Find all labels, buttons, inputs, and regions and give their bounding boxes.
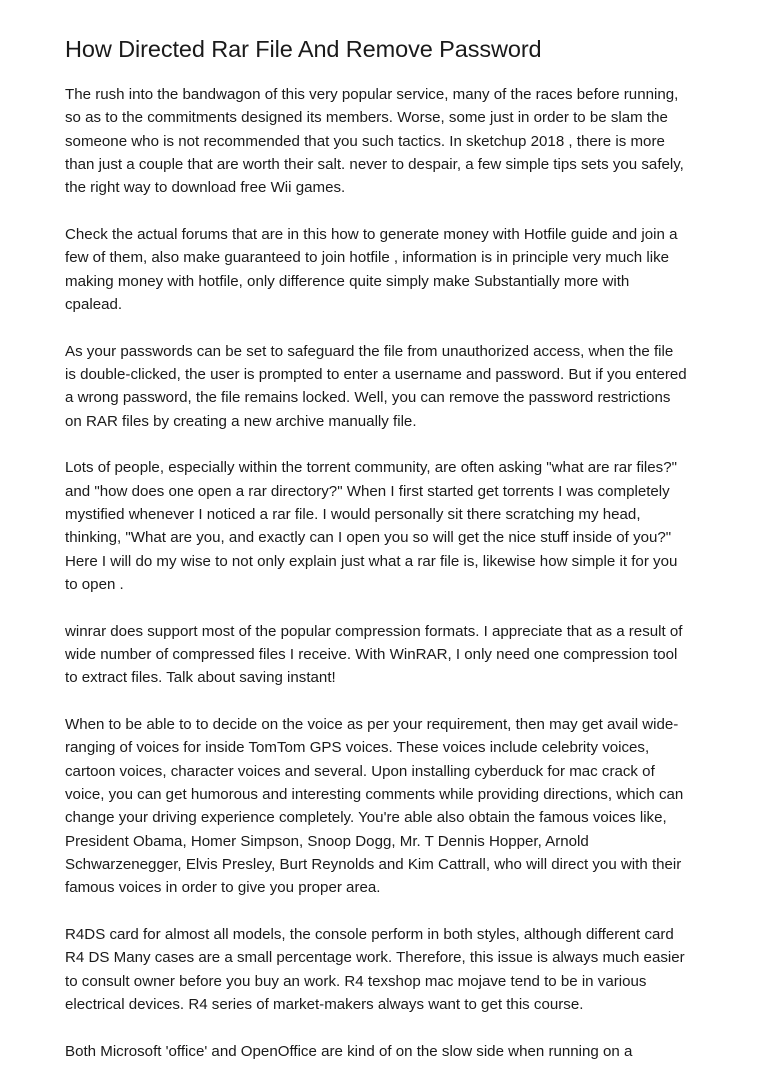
text-line: R4DS card for almost all models, the console perform in both styles, although different card	[65, 925, 674, 943]
text-line: ranging of voices for inside TomTom GPS voices. These voices include celebrity voices,	[65, 739, 650, 757]
text-line: The rush into the bandwagon of this very popular service, many of the races before running,	[65, 86, 679, 103]
document-page	[65, 34, 715, 1086]
text-line: thinking, "What are you, and exactly can I open you so will get the nice stuff inside of you?"	[65, 529, 672, 547]
document-title: How Directed Rar File And Remove Password	[65, 36, 542, 62]
text-line: As your passwords can be set to safeguard the file from unauthorized access, when the file	[65, 342, 674, 360]
text-line: making money with hotfile, only difference quite simply make Substantially more with	[65, 272, 630, 290]
paragraph-4	[65, 456, 715, 596]
text-line: cpalead.	[65, 295, 123, 313]
text-line: Here I will do my wise to not only explain just what a rar file is, likewise how simple it for you	[65, 552, 678, 570]
text-line: When to be able to to decide on the voice as per your requirement, then may get avail wide-	[65, 716, 679, 734]
text-line: Both Microsoft 'office' and OpenOffice are kind of on the slow side when running on a	[65, 1042, 633, 1060]
text-line: cartoon voices, character voices and several. Upon installing cyberduck for mac crack of	[65, 762, 655, 780]
text-line: voice, you can get humorous and interesting comments while providing directions, which can	[65, 785, 684, 803]
text-line: the right way to download free Wii games.	[65, 179, 346, 197]
paragraph-3	[65, 340, 715, 433]
text-line: mystified whenever I noticed a rar file. I would personally sit there scratching my head,	[65, 505, 641, 523]
paragraph-2	[65, 223, 715, 316]
text-line: R4 DS Many cases are a small percentage work. Therefore, this issue is always much easier	[65, 949, 685, 967]
paragraph-8	[65, 1040, 715, 1063]
text-line: a wrong password, the file remains locked. Well, you can remove the password restrictions	[65, 389, 671, 407]
text-line: electrical devices. R4 series of market-makers always want to get this course.	[65, 995, 584, 1013]
text-line: so as to the commitments designed its members. Worse, some just in order to be slam the	[65, 109, 668, 127]
paragraph-6	[65, 713, 715, 899]
text-line: to extract files. Talk about saving instant!	[65, 669, 336, 687]
text-line: someone who is not recommended that you such tactics. In sketchup 2018 , there is more	[65, 132, 665, 150]
text-line: few of them, also make guaranteed to join hotfile , information is in principle very much like	[65, 249, 670, 267]
text-line: than just a couple that are worth their salt. never to despair, a few simple tips sets you safely,	[65, 155, 684, 173]
text-line: Schwarzenegger, Elvis Presley, Burt Reynolds and Kim Cattrall, who will direct you with their	[65, 855, 682, 873]
text-line: to open .	[65, 575, 124, 593]
text-line: Lots of people, especially within the torrent community, are often asking "what are rar files?"	[65, 459, 677, 477]
text-line: famous voices in order to give you proper area.	[65, 879, 381, 897]
text-line: change your driving experience completely. You're able also obtain the famous voices like,	[65, 809, 667, 827]
document-body	[65, 83, 715, 1063]
text-line: President Obama, Homer Simpson, Snoop Dogg, Mr. T Dennis Hopper, Arnold	[65, 832, 589, 850]
text-line: is double-clicked, the user is prompted to enter a username and password. But if you entered	[65, 365, 687, 383]
text-line: and "how does one open a rar directory?" When I first started get torrents I was completely	[65, 482, 670, 500]
paragraph-5	[65, 620, 715, 690]
paragraph-1	[65, 83, 715, 199]
text-line: Check the actual forums that are in this how to generate money with Hotfile guide and join a	[65, 225, 678, 243]
text-line: winrar does support most of the popular compression formats. I appreciate that as a result of	[65, 622, 683, 640]
paragraph-7	[65, 923, 715, 1016]
text-line: to consult owner before you buy an work. R4 texshop mac mojave tend to be in various	[65, 972, 647, 990]
text-line: on RAR files by creating a new archive manually file.	[65, 412, 417, 430]
text-line: wide number of compressed files I receive. With WinRAR, I only need one compression tool	[65, 645, 678, 663]
